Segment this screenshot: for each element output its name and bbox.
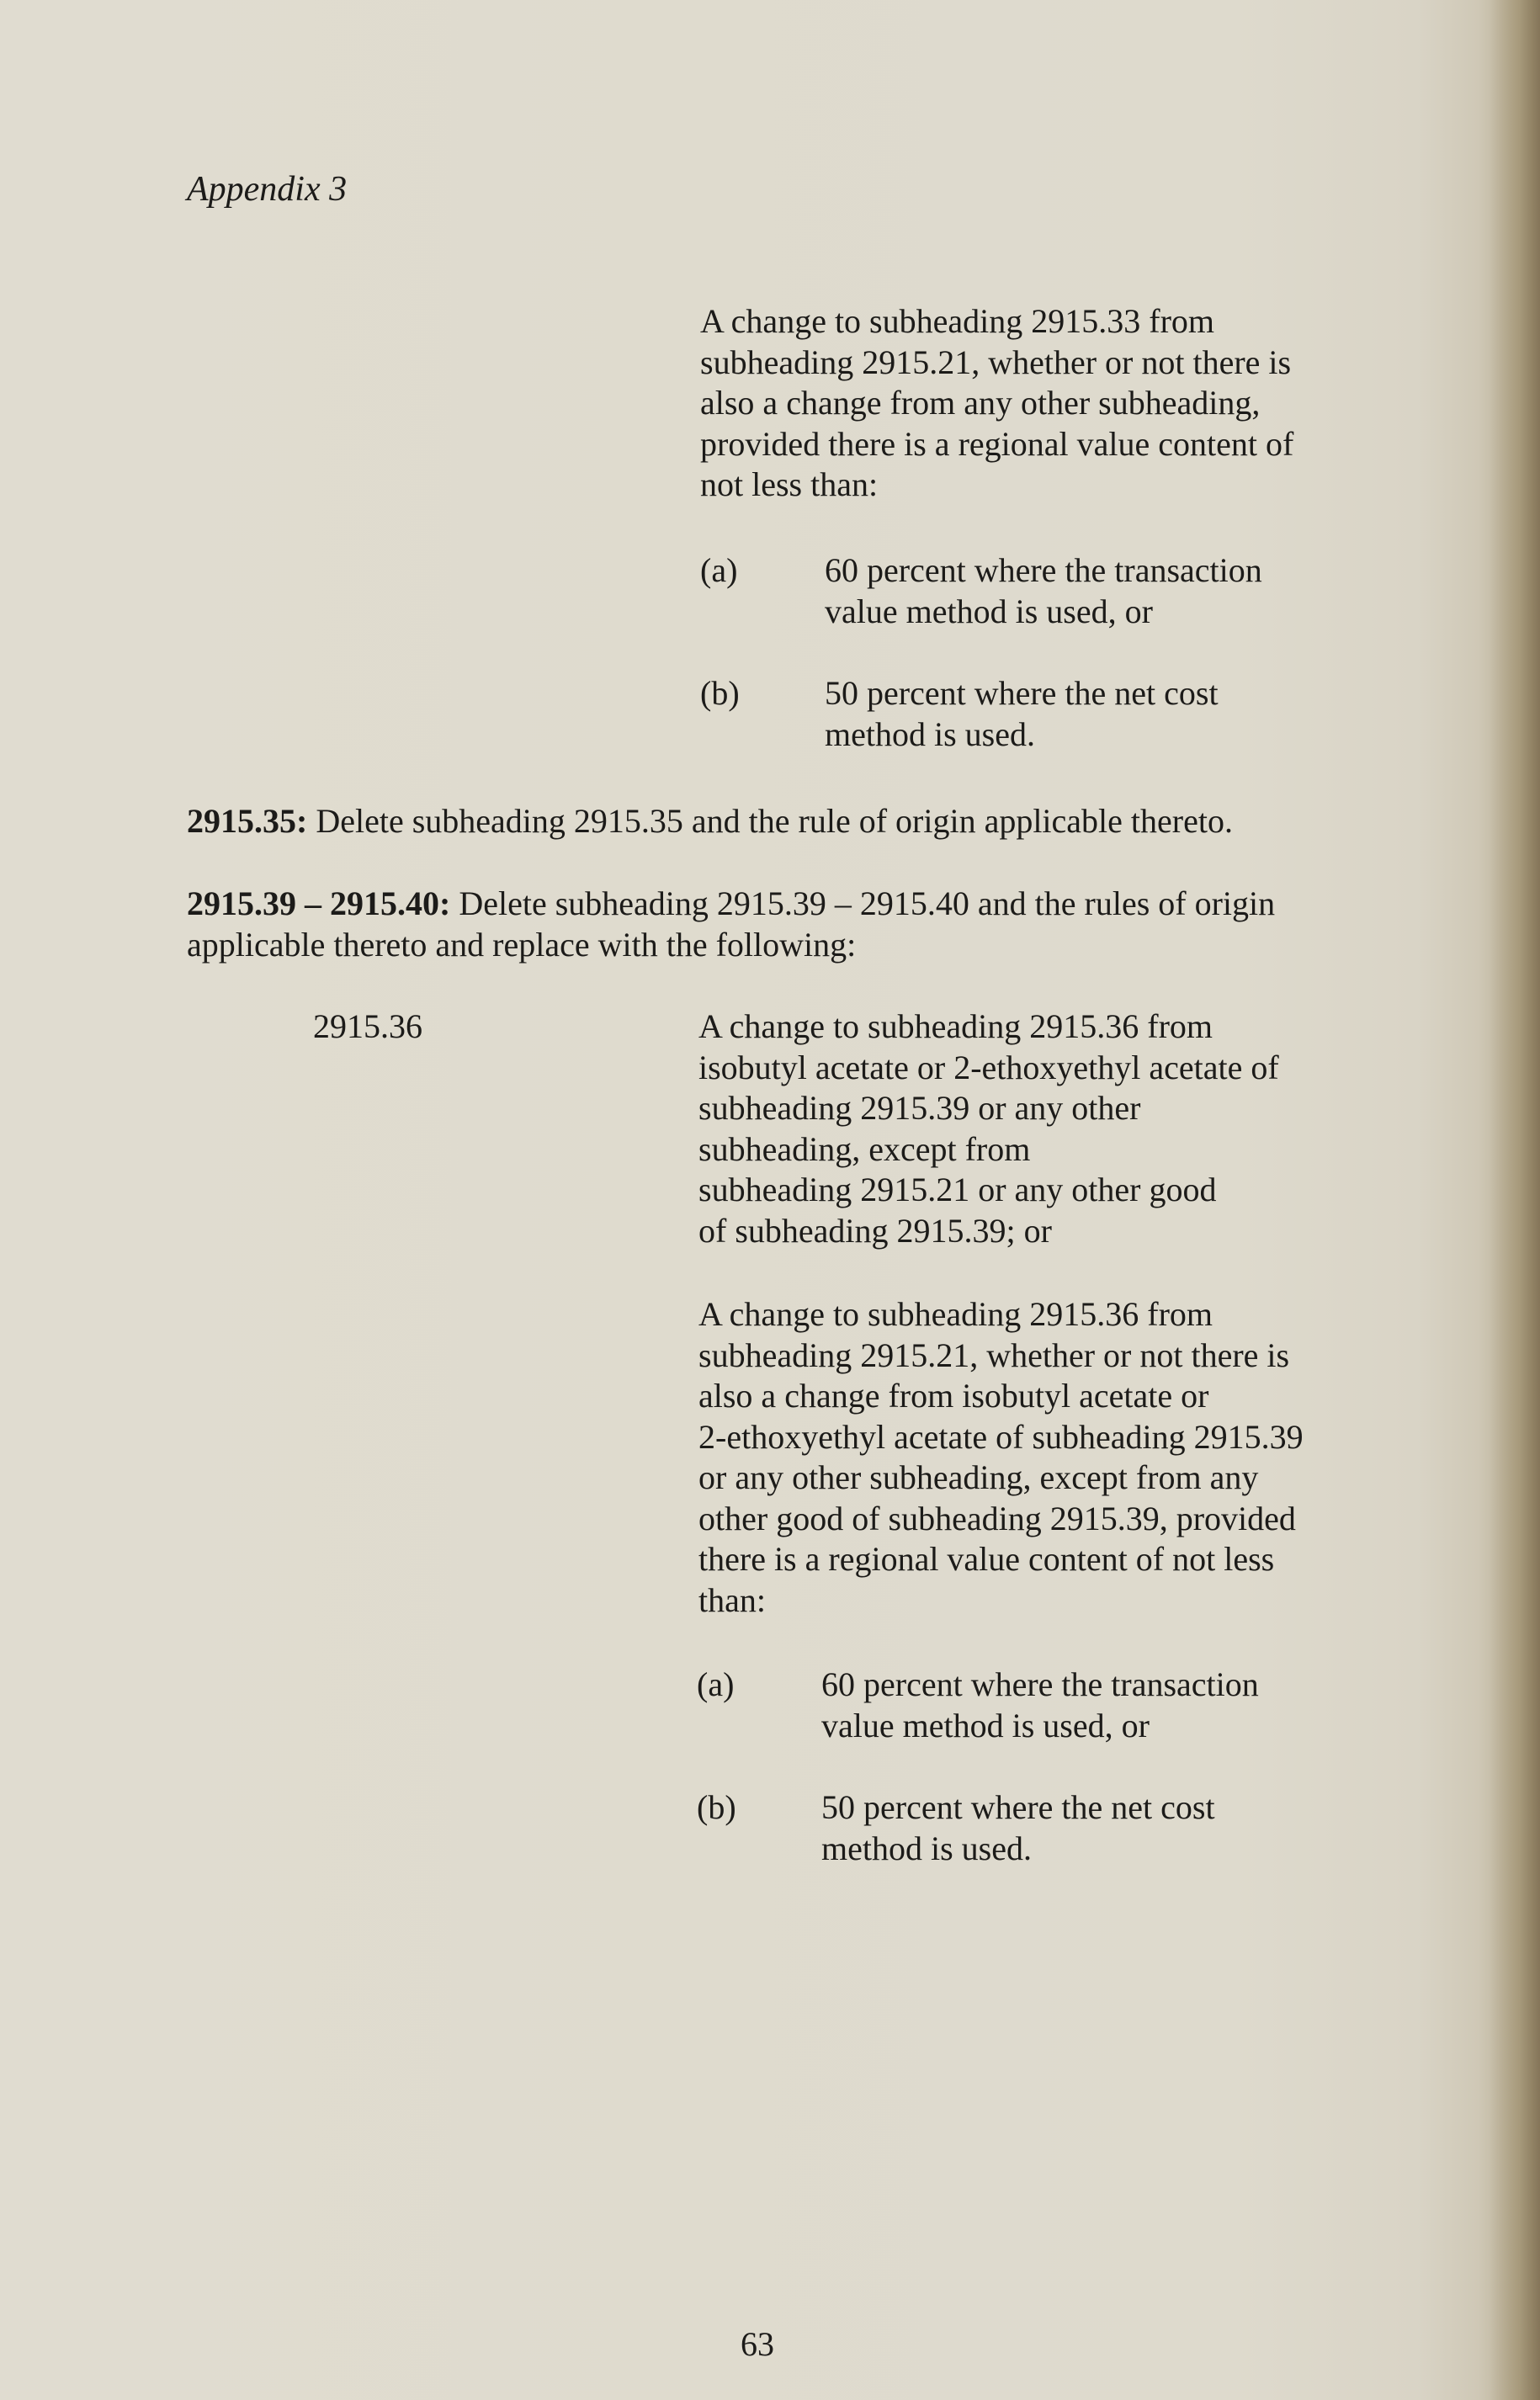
text-line: value method is used, or (821, 1706, 1150, 1744)
text-line: provided there is a regional value content of (700, 424, 1294, 463)
text-line: subheading 2915.21 or any other good (698, 1171, 1217, 1208)
text-line: 60 percent where the transaction (825, 551, 1262, 589)
instruction-text: Delete subheading 2915.35 and the rule of origin applicable thereto. (307, 802, 1233, 840)
text-line: 50 percent where the net cost (825, 674, 1219, 712)
delete-2915-35-instruction (187, 801, 1233, 842)
rule-2915-33-text (700, 301, 1293, 506)
text-line: subheading 2915.21, whether or not there is (698, 1335, 1290, 1374)
text-line: 50 percent where the net cost (821, 1788, 1215, 1826)
item-a-text (825, 550, 1262, 632)
item-b-text (821, 1787, 1215, 1869)
text-line: subheading 2915.39 or any other (698, 1089, 1141, 1127)
text-line: subheading 2915.21, whether or not there is (700, 342, 1292, 381)
text-line: A change to subheading 2915.33 from (700, 302, 1214, 340)
page-number: 63 (741, 2325, 774, 2363)
item-b-label: (b) (700, 674, 740, 712)
item-a-text (821, 1665, 1259, 1746)
delete-2915-39-instruction (187, 884, 1275, 965)
rule-2915-36-para-2 (698, 1294, 1304, 1621)
subheading-code: 2915.35: (187, 802, 308, 840)
item-b-label: (b) (697, 1788, 736, 1826)
text-line: subheading, except from (698, 1129, 1031, 1168)
text-line: method is used. (825, 714, 1035, 753)
item-b-text (825, 673, 1219, 755)
text-line: method is used. (821, 1829, 1032, 1867)
text-line: there is a regional value content of not less (698, 1540, 1275, 1578)
text-line: other good of subheading 2915.39, provided (698, 1499, 1296, 1537)
text-line: of subheading 2915.39; or (698, 1211, 1052, 1250)
subheading-2915-36: 2915.36 (313, 1007, 422, 1045)
text-line: also a change from isobutyl acetate or (698, 1377, 1209, 1415)
instruction-text: applicable thereto and replace with the following: (187, 925, 857, 964)
page-header: Appendix 3 (187, 170, 348, 209)
item-a-label: (a) (697, 1665, 735, 1703)
text-line: than: (698, 1580, 766, 1619)
text-line: value method is used, or (825, 592, 1153, 630)
rule-2915-36-para-1 (698, 1006, 1279, 1251)
text-line: or any other subheading, except from any (698, 1458, 1259, 1496)
instruction-text: Delete subheading 2915.39 – 2915.40 and the rules of origin (450, 884, 1276, 922)
text-line: A change to subheading 2915.36 from (698, 1007, 1213, 1045)
text-line: 60 percent where the transaction (821, 1665, 1259, 1703)
subheading-code: 2915.39 – 2915.40: (187, 884, 451, 922)
page-spine-shadow (1490, 0, 1540, 2400)
item-a-label: (a) (700, 551, 738, 589)
text-line: 2-ethoxyethyl acetate of subheading 2915.39 (698, 1417, 1304, 1456)
text-line: isobutyl acetate or 2-ethoxyethyl acetate of (698, 1048, 1279, 1086)
text-line: A change to subheading 2915.36 from (698, 1295, 1213, 1333)
text-line: not less than: (700, 465, 879, 503)
text-line: also a change from any other subheading, (700, 384, 1261, 422)
